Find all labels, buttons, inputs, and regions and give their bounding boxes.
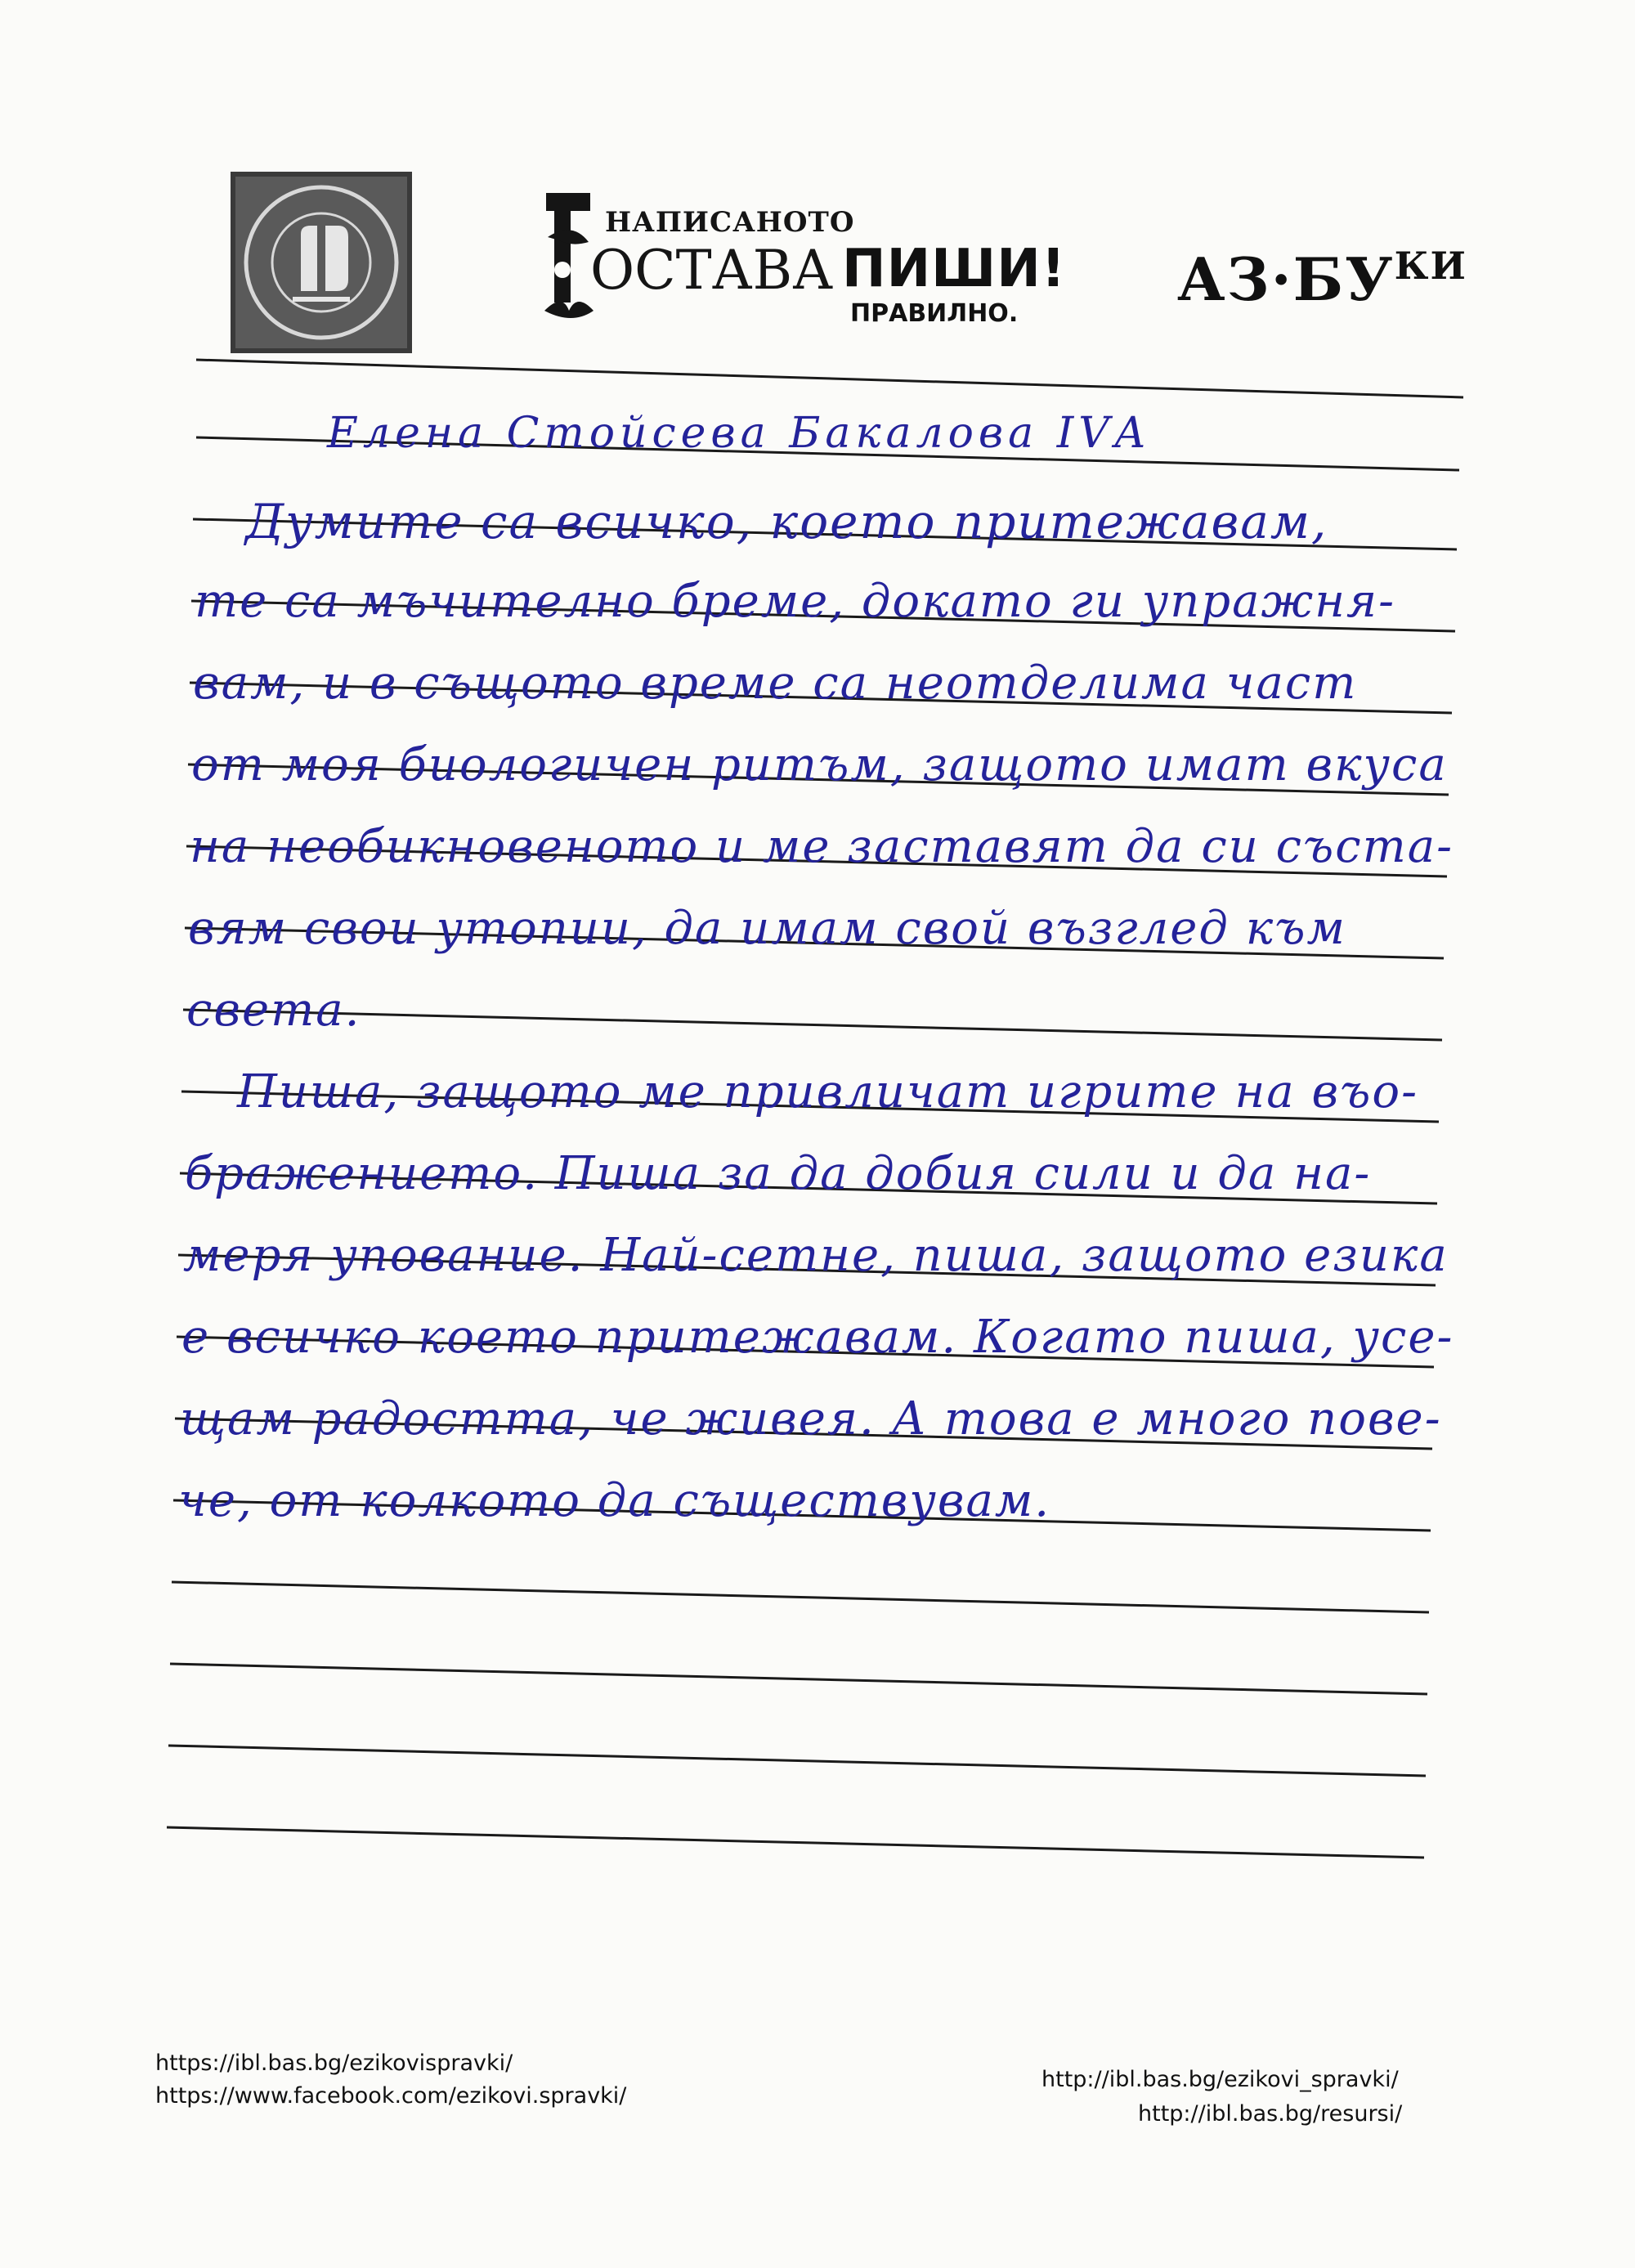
essay-line: вям свои утопии, да имам свой възглед към bbox=[188, 902, 1346, 955]
essay-line: от моя биологичен ритъм, защото имат вкуса bbox=[191, 738, 1448, 791]
logo-pishi-text: ПИШИ! bbox=[842, 239, 1066, 299]
rule-line bbox=[168, 1746, 1426, 1776]
logo-azbuki-text: АЗ·БУ bbox=[1177, 244, 1395, 314]
essay-line: на необикновеното и ме заставят да си съста- bbox=[190, 820, 1454, 873]
essay-line: бражението. Пиша за да добия сили и да на- bbox=[185, 1147, 1372, 1200]
rule-line bbox=[183, 1010, 1442, 1040]
logo-napisanoto-bottom-text: ОСТАВА bbox=[590, 239, 834, 302]
essay-line: е всичко което притежавам. Когато пиша, усе- bbox=[181, 1311, 1454, 1364]
essay-line: Пиша, защото ме привличат игрите на въо- bbox=[237, 1065, 1418, 1118]
author-name: Елена Стойсева Бакалова IVА bbox=[327, 409, 1152, 458]
rule-line bbox=[196, 360, 1463, 397]
footer-link-ibl-spravki[interactable]: http://ibl.bas.bg/ezikovi_spravki/ bbox=[1041, 2067, 1399, 2092]
essay-line: щам радостта, че живея. А това е много пове- bbox=[180, 1392, 1442, 1446]
essay-line: че, от колкото да съществувам. bbox=[178, 1474, 1051, 1527]
logo-napisanoto-top-text: НАПИСАНОТО bbox=[605, 206, 855, 239]
essay-line: те са мъчително бреме, докато ги упражня- bbox=[195, 575, 1396, 628]
rule-line bbox=[167, 1827, 1424, 1858]
rule-line bbox=[172, 1582, 1429, 1612]
essay-line: света. bbox=[186, 984, 361, 1037]
essay-line: меря упование. Най-сетне, пиша, защото езика bbox=[183, 1229, 1449, 1282]
rule-line bbox=[170, 1664, 1427, 1694]
footer-link-facebook[interactable]: https://www.facebook.com/ezikovi.spravki/ bbox=[155, 2083, 627, 2109]
essay-line: вам, и в същото време са неотделима част bbox=[193, 657, 1358, 710]
footer-link-ibl-resursi[interactable]: http://ibl.bas.bg/resursi/ bbox=[1138, 2101, 1403, 2127]
logo-pravilno-text: ПРАВИЛНО. bbox=[850, 299, 1019, 328]
essay-line: Думите са всичко, което притежавам, bbox=[245, 494, 1328, 549]
footer-link-ezikovi-spravki[interactable]: https://ibl.bas.bg/ezikovispravki/ bbox=[155, 2051, 513, 2076]
logo-azbuki-sup-text: КИ bbox=[1394, 244, 1467, 288]
